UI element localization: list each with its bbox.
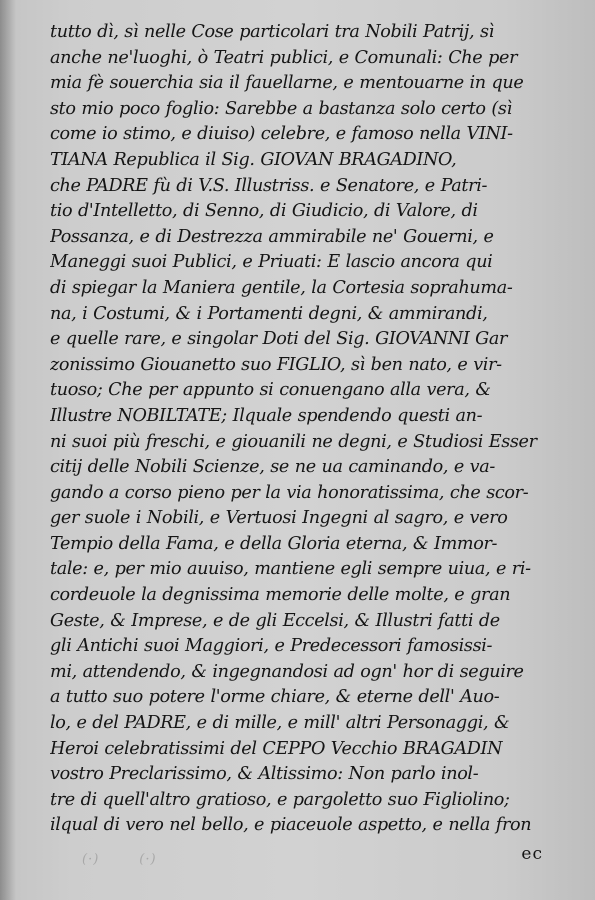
text-line: Tempio della Fama, e della Gloria eterna, & Immor- bbox=[50, 533, 498, 554]
text-line: ger suole i Nobili, e Vertuosi Ingegni al sagro, e vero bbox=[50, 508, 508, 529]
text-line: tre di quell'altro gratioso, e pargoletto suo Figliolino; bbox=[50, 789, 510, 810]
text-line: gando a corso pieno per la via honoratissima, che scor- bbox=[50, 482, 529, 503]
text-line: cordeuole la degnissima memorie delle molte, e gran bbox=[50, 585, 511, 606]
text-line: e quelle rare, e singolar Doti del Sig. GIOVANNI Gar bbox=[50, 329, 508, 350]
text-line: citij delle Nobili Scienze, se ne ua caminando, e va- bbox=[50, 457, 495, 478]
text-line: Heroi celebratissimi del CEPPO Vecchio BRAGADIN bbox=[50, 738, 503, 759]
text-line: Geste, & Imprese, e de gli Eccelsi, & Illustri fatti de bbox=[50, 610, 500, 631]
text-line: di spiegar la Maniera gentile, la Cortesia soprahuma- bbox=[50, 277, 513, 298]
text-line: anche ne'luoghi, ò Teatri publici, e Comunali: Che per bbox=[50, 47, 518, 68]
text-line: lo, e del PADRE, e di mille, e mill' altri Personaggi, & bbox=[50, 713, 510, 734]
bleed-through-mark: (·) bbox=[139, 852, 157, 867]
text-line: na, i Costumi, & i Portamenti degni, & ammirandi, bbox=[50, 303, 488, 324]
page-number: ec bbox=[521, 844, 543, 864]
text-line: vostro Preclarissimo, & Altissimo: Non parlo inol- bbox=[50, 764, 479, 785]
text-line: tio d'Intelletto, di Senno, di Giudicio, di Valore, di bbox=[50, 201, 478, 222]
text-line: tale: e, per mio auuiso, mantiene egli sempre uiua, e ri- bbox=[50, 559, 531, 580]
text-line: a tutto suo potere l'orme chiare, & eterne dell' Auo- bbox=[50, 687, 500, 708]
text-line: sto mio poco foglio: Sarebbe a bastanza solo certo (sì bbox=[50, 98, 512, 119]
text-line: che PADRE fù di V.S. Illustriss. e Senatore, e Patri- bbox=[50, 175, 488, 196]
bleed-through-mark: (·) bbox=[82, 852, 100, 867]
text-line: gli Antichi suoi Maggiori, e Predecessori famosissi- bbox=[50, 636, 493, 657]
text-line: ilqual di vero nel bello, e piaceuole aspetto, e nella fron bbox=[50, 815, 532, 836]
body-text bbox=[50, 20, 550, 839]
text-line: come io stimo, e diuiso) celebre, e famoso nella VINI- bbox=[50, 124, 513, 145]
text-line: ni suoi più freschi, e giouanili ne degni, e Studiosi Esser bbox=[50, 431, 537, 452]
text-line: tuoso; Che per appunto si conuengano alla vera, & bbox=[50, 380, 491, 401]
text-line: tutto dì, sì nelle Cose particolari tra Nobili Patrij, sì bbox=[50, 22, 494, 42]
text-line: mia fè souerchia sia il fauellarne, e mentouarne in que bbox=[50, 73, 524, 94]
text-line: Possanza, e di Destrezza ammirabile ne' Gouerni, e bbox=[50, 226, 494, 247]
text-line: zonissimo Giouanetto suo FIGLIO, sì ben nato, e vir- bbox=[50, 354, 502, 375]
text-line: TIANA Republica il Sig. GIOVAN BRAGADINO, bbox=[50, 149, 457, 170]
text-line: Maneggi suoi Publici, e Priuati: E lascio ancora qui bbox=[50, 252, 493, 273]
bleed-through-marks bbox=[82, 852, 157, 867]
text-line: mi, attendendo, & ingegnandosi ad ogn' hor di seguire bbox=[50, 661, 524, 682]
page-gutter-shadow bbox=[0, 0, 16, 900]
text-line: Illustre NOBILTATE; Ilquale spendendo questi an- bbox=[50, 405, 483, 426]
